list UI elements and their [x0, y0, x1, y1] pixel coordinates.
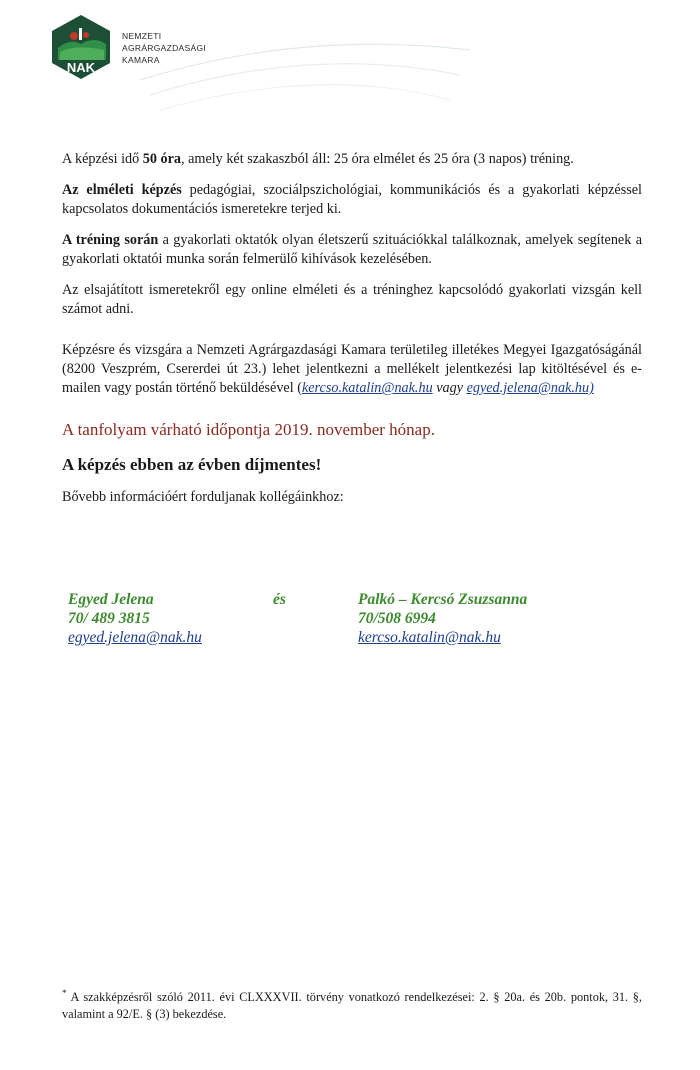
logo-abbr: NAK: [66, 60, 96, 75]
paragraph-duration: A képzési idő 50 óra, amely két szakaszból áll: 25 óra elmélet és 25 óra (3 napos) tréning.: [62, 151, 574, 167]
contact-intro: Bővebb információért forduljanak kollégáinkhoz:: [62, 489, 344, 505]
contact-phone: 70/ 489 3815: [68, 610, 150, 627]
contact-email-link[interactable]: egyed.jelena@nak.hu: [68, 629, 202, 646]
contact-name: Palkó – Kercsó Zsuzsanna: [358, 591, 528, 608]
paragraph-exam: Az elsajátított ismeretekről egy online elméleti és a tréninghez kapcsolódó gyakorlati vizsgán kell számot adni.: [62, 282, 642, 317]
document-body: [62, 150, 642, 519]
conjunction: és: [273, 591, 286, 608]
email-link-kercso[interactable]: kercso.katalin@nak.hu: [301, 380, 433, 396]
decorative-swoosh: [140, 20, 470, 130]
footnote: [62, 985, 642, 1023]
logo-line: KAMARA: [122, 55, 160, 65]
contact-card: [68, 590, 202, 647]
contact-name: Egyed Jelena: [68, 591, 154, 608]
logo-line: NEMZETI: [122, 31, 162, 41]
contact-card: [358, 590, 527, 647]
footnote-text: A szakképzésről szóló 2011. évi CLXXXVII. törvény vonatkozó rendelkezései: 2. § 20a. és 20b. pontok, 31. §, valamint a 92/E. § (3) bekezdése.: [62, 990, 642, 1022]
paragraph-application: Képzésre és vizsgára a Nemzeti Agrárgazdasági Kamara területileg illetékes Megyei Igazgatóságánál (8200 Veszprém, Csererdei út 23.) lehet jelentkezni a mellékelt jelentkezési lap kitöltésével és e-mailen vagy postán történő beküldésével (kercso.katalin@nak.hu vagy egyed.jelena@nak.hu): [62, 342, 642, 396]
paragraph-theory: Az elméleti képzés pedagógiai, szociálpszichológiai, kommunikációs és a gyakorlati képzéssel kapcsolatos dokumentációs ismeretekre terjed ki.: [62, 182, 642, 217]
footnote-mark: *: [62, 988, 67, 998]
contact-email-link[interactable]: kercso.katalin@nak.hu: [358, 629, 501, 646]
free-of-charge-heading: A képzés ebben az évben díjmentes!: [62, 455, 322, 474]
course-date-notice: A tanfolyam várható időpontja 2019. november hónap.: [62, 420, 435, 439]
nak-logo-icon: [50, 14, 112, 80]
paragraph-training: A tréning során a gyakorlati oktatók olyan életszerű szituációkkal találkoznak, amelyek segítenek a gyakorlati oktatói munka során felmerülő kihívások kezelésében.: [62, 232, 642, 267]
contact-phone: 70/508 6994: [358, 610, 436, 627]
logo-line: AGRÁRGAZDASÁGI: [122, 43, 207, 53]
email-link-egyed[interactable]: egyed.jelena@nak.hu): [466, 380, 594, 396]
